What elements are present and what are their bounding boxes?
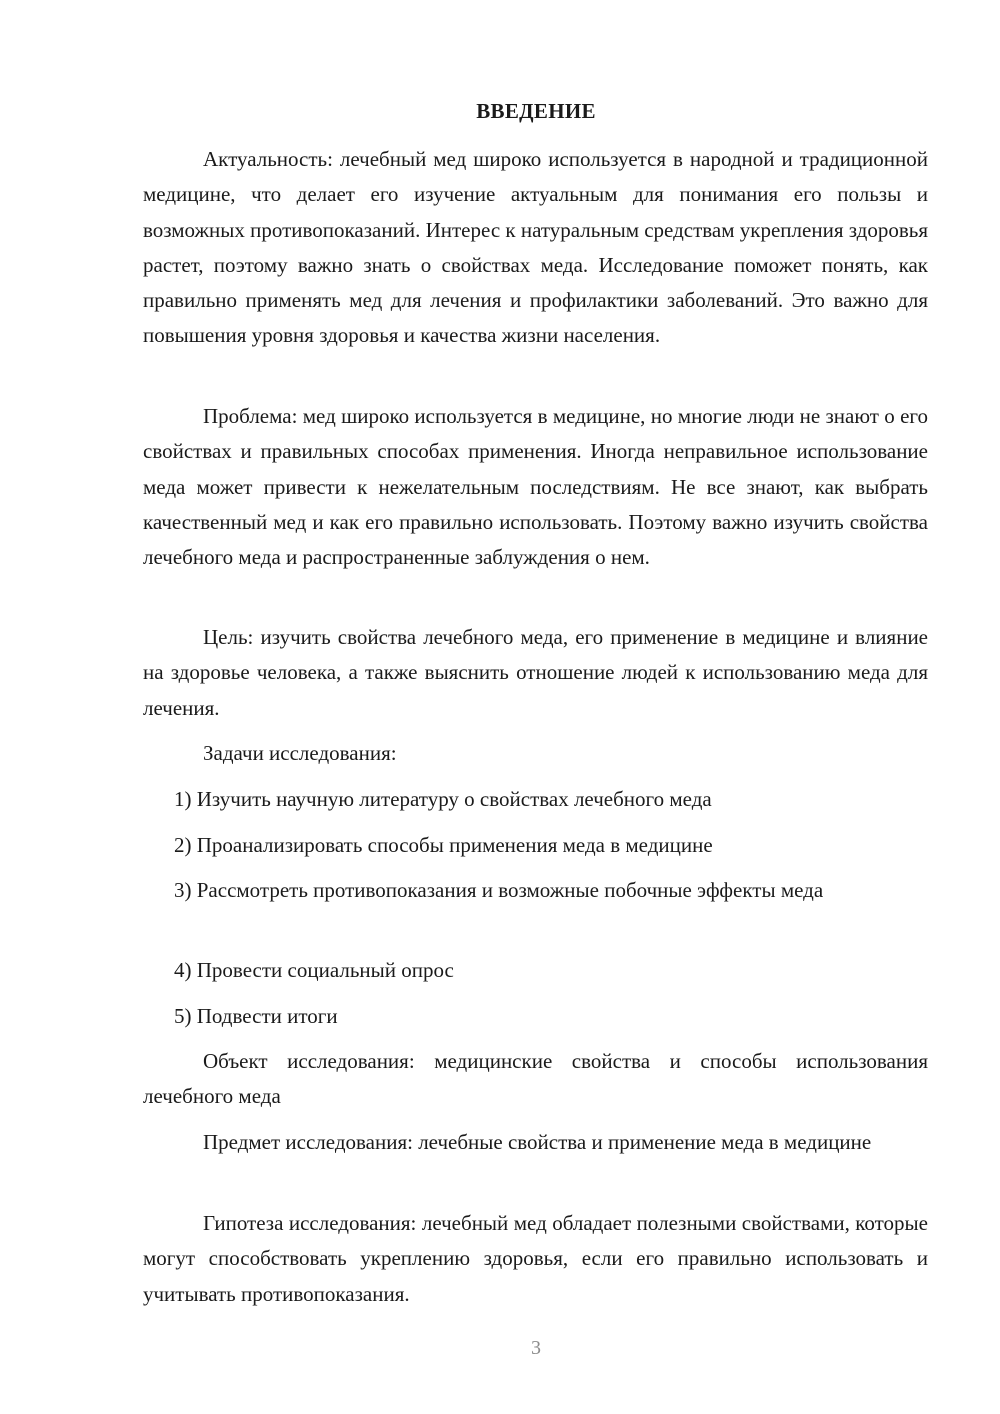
section-heading: ВВЕДЕНИЕ: [476, 99, 596, 123]
goal-paragraph: Цель: изучить свойства лечебного меда, его применение в медицине и влияние на здоровье человека, а также выяснить отношение людей к использованию меда для лечения.: [143, 625, 928, 720]
task-item-3: 3) Рассмотреть противопоказания и возможные побочные эффекты меда: [174, 878, 824, 902]
object-paragraph: Объект исследования: медицинские свойства и способы использования лечебного меда: [143, 1049, 928, 1109]
task-item-4: 4) Провести социальный опрос: [174, 958, 454, 982]
tasks-heading: Задачи исследования:: [203, 741, 397, 765]
task-item-2: 2) Проанализировать способы применения меда в медицине: [174, 833, 713, 857]
page-number: 3: [531, 1337, 541, 1359]
problem-paragraph: Проблема: мед широко используется в медицине, но многие люди не знают о его свойствах и правильных способах применения. Иногда неправильное использование меда может привести к нежелательным последствиям. Не все знают, как выбрать качественный мед и как его правильно использовать. Поэтому важно изучить свойства лечебного меда и распространенные заблуждения о нем.: [143, 404, 928, 570]
task-item-1: 1) Изучить научную литературу о свойствах лечебного меда: [174, 787, 712, 811]
task-item-5: 5) Подвести итоги: [174, 1004, 338, 1028]
relevance-paragraph: Актуальность: лечебный мед широко используется в народной и традиционной медицине, что делает его изучение актуальным для понимания его пользы и возможных противопоказаний. Интерес к натуральным средствам укрепления здоровья растет, поэтому важно знать о свойствах меда. Исследование поможет понять, как правильно применять мед для лечения и профилактики заболеваний. Это важно для повышения уровня здоровья и качества жизни населения.: [143, 147, 928, 348]
hypothesis-paragraph: Гипотеза исследования: лечебный мед обладает полезными свойствами, которые могут способствовать укреплению здоровья, если его правильно использовать и учитывать противопоказания.: [143, 1211, 928, 1306]
subject-paragraph: Предмет исследования: лечебные свойства и применение меда в медицине: [203, 1130, 872, 1154]
